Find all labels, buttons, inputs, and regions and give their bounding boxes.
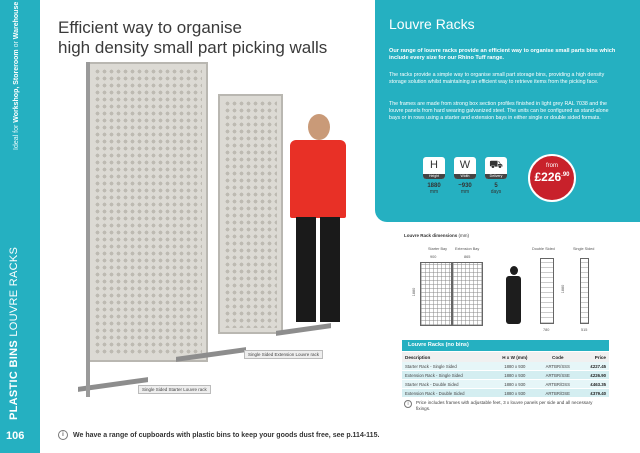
single-sided-side-view (580, 258, 589, 324)
product-description-2: The frames are made from strong box section profiles finished in light grey RAL 7038 and the louvre panels from hard wearing galvanized steel. The units can be configured as stand-alone bays or in rows using a starter and extension bays in either single or double sided formats. (389, 101, 609, 121)
table-note (404, 400, 604, 412)
starter-frame-post (86, 62, 90, 397)
col-code: Code (537, 352, 579, 362)
spec-width-value: ~930 (458, 183, 472, 189)
extension-rack-foot (276, 323, 331, 336)
starter-bay-diagram (420, 262, 452, 326)
row-price: £227.45 (579, 362, 609, 371)
row-code: ARTBR/SSE (537, 371, 579, 380)
row-code: ARTBR/DSE (537, 389, 579, 398)
spec-height (422, 157, 446, 195)
spec-width (453, 157, 477, 195)
extension-louvre-panel (218, 94, 283, 334)
product-title: Louvre Racks (389, 16, 475, 32)
spec-delivery (484, 157, 508, 195)
delivery-truck-icon: ⛟ Delivery (485, 157, 507, 179)
extension-width-label: 865 (464, 255, 471, 259)
ideal-for-or: or (13, 39, 20, 50)
info-icon: i (404, 400, 412, 408)
row-price: £379.40 (579, 389, 609, 398)
spec-delivery-value: 5 (494, 183, 498, 189)
product-lead-text: Our range of louvre racks provide an efficient way to organise small parts bins which include every size for our Rhino Tuff range. (389, 48, 616, 61)
silhouette-head (510, 266, 518, 275)
row-size: 1880 x 930 (493, 371, 536, 380)
ideal-for-prefix: Ideal for (13, 122, 20, 150)
height-label: 1880 (412, 287, 417, 297)
ideal-for-last: Warehouse (13, 1, 20, 40)
spec-delivery-unit: days (490, 189, 502, 195)
col-description: Description (402, 352, 493, 362)
row-code: ARTBR/DSS (537, 380, 579, 389)
row-description: Extension Rack - Double Sided (402, 389, 493, 398)
table-row (402, 389, 609, 398)
page-headline (58, 18, 378, 58)
row-description: Starter Rack - Double Sided (402, 380, 493, 389)
person-shirt (290, 140, 346, 218)
dimensions-title: Louvre Rack dimensions (mm) (404, 233, 470, 238)
row-description: Starter Rack - Single Sided (402, 362, 493, 371)
double-depth-label: 780 (543, 328, 550, 332)
row-price: £463.35 (579, 380, 609, 389)
info-icon: i (58, 430, 68, 440)
section-title-rest: LOUVRE RACKS (8, 246, 20, 340)
footer-note (58, 430, 379, 440)
row-size: 1880 x 930 (493, 380, 536, 389)
table-header-row (402, 352, 609, 362)
table-note-text: Price includes frames with adjustable feet, 3 x louvre panels per side and all necessary fixings. (416, 400, 593, 411)
person-head (308, 114, 330, 140)
col-size: H x W (mm) (493, 352, 536, 362)
spec-height-unit: mm (429, 189, 439, 195)
row-price: £226.90 (579, 371, 609, 380)
spec-width-unit: mm (460, 189, 470, 195)
price-badge (528, 154, 576, 202)
extension-caption: Single Sided Extension Louvre rack (244, 350, 323, 359)
row-description: Extension Rack - Single Sided (402, 371, 493, 380)
starter-louvre-panel (88, 62, 208, 362)
section-title-bold: PLASTIC BINS (8, 340, 20, 420)
product-description-1: The racks provide a simple way to organise small part storage bins, providing a high density storage solution whilst maintaining an efficient way to retrieve items from the picking face. (389, 72, 605, 85)
double-sided-label: Double Sided (532, 247, 555, 251)
price-table-title: Louvre Racks (no bins) (402, 340, 609, 351)
headline-line-1: Efficient way to organise (58, 18, 242, 37)
ideal-for-places: Workshop, Storeroom (13, 49, 20, 123)
price-from-label: from (546, 163, 558, 169)
row-code: ARTBR/SSS (537, 362, 579, 371)
table-row (402, 380, 609, 389)
table-row (402, 362, 609, 371)
person-right-leg (320, 217, 340, 322)
headline-line-2: high density small part picking walls (58, 38, 328, 57)
person-left-leg (296, 217, 316, 322)
spec-height-value: 1880 (427, 183, 441, 189)
extension-bay-diagram (452, 262, 483, 326)
row-size: 1880 x 930 (493, 389, 536, 398)
sidebar-ideal-for (0, 0, 40, 220)
starter-width-label: 900 (430, 255, 437, 259)
col-price: Price (579, 352, 609, 362)
double-sided-side-view (540, 258, 554, 324)
single-depth-label: 515 (581, 328, 588, 332)
row-size: 1880 x 930 (493, 362, 536, 371)
silhouette-body (506, 276, 521, 324)
extension-bay-label: Extension Bay (455, 247, 480, 251)
product-photo (66, 62, 376, 417)
width-icon: W Width (454, 157, 476, 179)
ideal-for-text (13, 2, 20, 150)
starter-bay-label: Starter Bay (428, 247, 447, 251)
single-sided-label: Single Sided (573, 247, 595, 251)
table-row (402, 371, 609, 380)
side-height-label: 1880 (561, 284, 566, 294)
height-icon: H Height (423, 157, 445, 179)
price-amount: $£226^{.90}$ (534, 170, 570, 184)
page-number: 106 (6, 430, 25, 442)
section-title (8, 247, 20, 420)
price-table (402, 352, 609, 398)
footer-note-text: We have a range of cupboards with plastic bins to keep your goods dust free, see p.114-115. (73, 431, 380, 439)
starter-caption: Single Sided Starter Louvre rack (138, 385, 211, 394)
